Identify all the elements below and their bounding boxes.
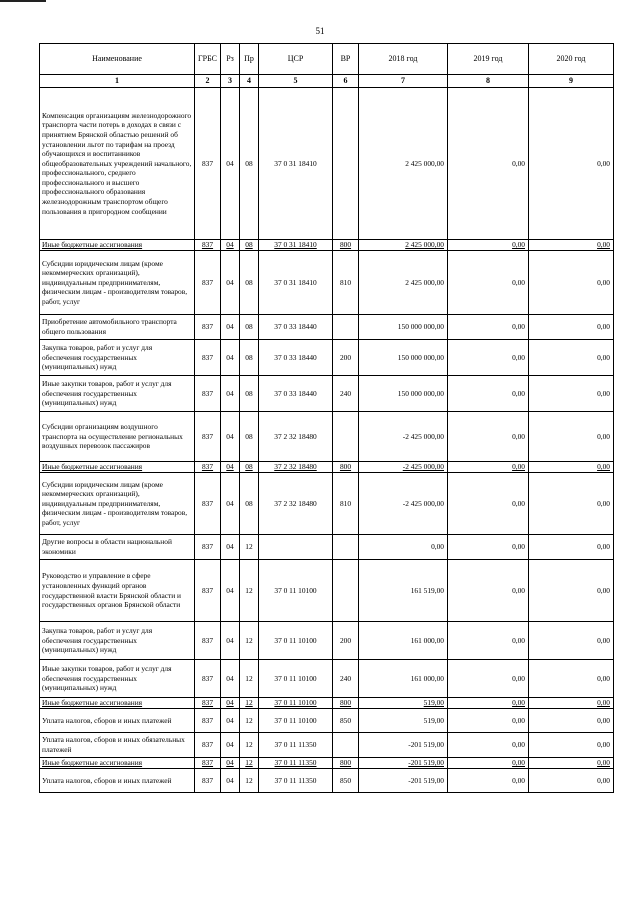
row-grbs: 837 <box>195 251 221 315</box>
row-name: Уплата налогов, сборов и иных платежей <box>40 709 195 733</box>
row-vr: 240 <box>333 376 359 412</box>
row-vr <box>333 315 359 340</box>
row-csr: 37 2 32 18480 <box>259 462 333 473</box>
row-pr: 12 <box>240 698 259 709</box>
row-2020: 0,00 <box>529 660 614 698</box>
row-2020: 0,00 <box>529 769 614 793</box>
row-pr: 12 <box>240 769 259 793</box>
column-index: 7 <box>359 75 448 88</box>
row-grbs: 837 <box>195 535 221 560</box>
row-name: Иные закупки товаров, работ и услуг для обеспечения государственных (муниципальных) нужд <box>40 660 195 698</box>
row-2020: 0,00 <box>529 315 614 340</box>
row-2020: 0,00 <box>529 473 614 535</box>
row-rz: 04 <box>221 535 240 560</box>
column-index: 3 <box>221 75 240 88</box>
row-vr <box>333 88 359 240</box>
row-pr: 08 <box>240 315 259 340</box>
row-grbs: 837 <box>195 315 221 340</box>
row-2019: 0,00 <box>448 240 529 251</box>
row-name: Иные бюджетные ассигнования <box>40 758 195 769</box>
column-index: 6 <box>333 75 359 88</box>
row-grbs: 837 <box>195 462 221 473</box>
column-index: 9 <box>529 75 614 88</box>
row-2018: -201 519,00 <box>359 733 448 758</box>
row-rz: 04 <box>221 709 240 733</box>
row-csr: 37 2 32 18480 <box>259 473 333 535</box>
row-csr: 37 0 11 11350 <box>259 769 333 793</box>
table-row <box>40 622 614 660</box>
row-vr <box>333 560 359 622</box>
page-number: 51 <box>315 26 325 36</box>
column-index: 1 <box>40 75 195 88</box>
row-vr <box>333 535 359 560</box>
row-vr: 850 <box>333 769 359 793</box>
column-index: 2 <box>195 75 221 88</box>
row-2018: 150 000 000,00 <box>359 315 448 340</box>
row-grbs: 837 <box>195 709 221 733</box>
column-index: 5 <box>259 75 333 88</box>
table-row <box>40 560 614 622</box>
table-row <box>40 660 614 698</box>
row-vr: 810 <box>333 473 359 535</box>
row-csr: 37 0 11 10100 <box>259 698 333 709</box>
page-edge-mark <box>0 0 46 2</box>
row-rz: 04 <box>221 758 240 769</box>
row-2018: -2 425 000,00 <box>359 462 448 473</box>
header-2019: 2019 год <box>448 44 529 75</box>
row-2020: 0,00 <box>529 88 614 240</box>
row-2019: 0,00 <box>448 560 529 622</box>
row-2019: 0,00 <box>448 758 529 769</box>
row-csr: 37 0 11 10100 <box>259 622 333 660</box>
row-2018: 519,00 <box>359 698 448 709</box>
row-name: Компенсация организациям железнодорожного транспорта части потерь в доходах в связи с принятием Брянской областью решений об установлении льгот по тарифам на проезд обучающихся и воспитанников общеобразовательных учреждений начального, профессионального, среднего профессионального и высшего профессионального образования железнодорожным транспортом общего пользования в пригородном сообщении <box>40 88 195 240</box>
row-rz: 04 <box>221 412 240 462</box>
row-name: Уплата налогов, сборов и иных обязательных платежей <box>40 733 195 758</box>
header-2018: 2018 год <box>359 44 448 75</box>
row-2018: 150 000 000,00 <box>359 340 448 376</box>
row-pr: 12 <box>240 733 259 758</box>
row-rz: 04 <box>221 560 240 622</box>
row-grbs: 837 <box>195 340 221 376</box>
header-rz: Рз <box>221 44 240 75</box>
row-grbs: 837 <box>195 88 221 240</box>
row-vr: 850 <box>333 709 359 733</box>
row-2020: 0,00 <box>529 412 614 462</box>
row-pr: 12 <box>240 560 259 622</box>
row-2020: 0,00 <box>529 535 614 560</box>
row-2020: 0,00 <box>529 560 614 622</box>
row-pr: 08 <box>240 376 259 412</box>
row-pr: 12 <box>240 758 259 769</box>
column-index: 8 <box>448 75 529 88</box>
row-2018: -2 425 000,00 <box>359 473 448 535</box>
header-name: Наименование <box>40 44 195 75</box>
row-pr: 12 <box>240 660 259 698</box>
row-2019: 0,00 <box>448 251 529 315</box>
row-vr: 810 <box>333 251 359 315</box>
table-row <box>40 758 614 769</box>
row-grbs: 837 <box>195 733 221 758</box>
header-grbs: ГРБС <box>195 44 221 75</box>
row-name: Субсидии юридическим лицам (кроме некоммерческих организаций), индивидуальным предпринимателям, физическим лицам - производителям товаров, работ, услуг <box>40 473 195 535</box>
row-2019: 0,00 <box>448 315 529 340</box>
row-pr: 08 <box>240 473 259 535</box>
row-2020: 0,00 <box>529 376 614 412</box>
row-2018: 2 425 000,00 <box>359 240 448 251</box>
header-pr: Пр <box>240 44 259 75</box>
row-rz: 04 <box>221 340 240 376</box>
row-2018: 2 425 000,00 <box>359 251 448 315</box>
row-2018: 161 519,00 <box>359 560 448 622</box>
row-rz: 04 <box>221 251 240 315</box>
table-row <box>40 340 614 376</box>
table-row <box>40 376 614 412</box>
row-2019: 0,00 <box>448 709 529 733</box>
row-2019: 0,00 <box>448 88 529 240</box>
row-pr: 12 <box>240 535 259 560</box>
row-2020: 0,00 <box>529 340 614 376</box>
header-vr: ВР <box>333 44 359 75</box>
row-pr: 08 <box>240 340 259 376</box>
row-2018: 0,00 <box>359 535 448 560</box>
row-rz: 04 <box>221 315 240 340</box>
table-row <box>40 315 614 340</box>
row-name: Иные бюджетные ассигнования <box>40 462 195 473</box>
row-2020: 0,00 <box>529 240 614 251</box>
row-name: Субсидии организациям воздушного транспорта на осуществление региональных воздушных перевозок пассажиров <box>40 412 195 462</box>
row-name: Иные бюджетные ассигнования <box>40 240 195 251</box>
budget-table <box>39 43 614 793</box>
row-2019: 0,00 <box>448 660 529 698</box>
row-name: Закупка товаров, работ и услуг для обеспечения государственных (муниципальных) нужд <box>40 340 195 376</box>
row-2019: 0,00 <box>448 473 529 535</box>
row-name: Уплата налогов, сборов и иных платежей <box>40 769 195 793</box>
row-rz: 04 <box>221 462 240 473</box>
row-2018: -201 519,00 <box>359 758 448 769</box>
row-grbs: 837 <box>195 473 221 535</box>
row-csr: 37 0 31 18410 <box>259 240 333 251</box>
table-row <box>40 769 614 793</box>
row-grbs: 837 <box>195 560 221 622</box>
row-2018: -2 425 000,00 <box>359 412 448 462</box>
row-csr: 37 0 33 18440 <box>259 340 333 376</box>
row-csr: 37 0 31 18410 <box>259 251 333 315</box>
row-2018: 519,00 <box>359 709 448 733</box>
table-row <box>40 251 614 315</box>
row-grbs: 837 <box>195 758 221 769</box>
row-2019: 0,00 <box>448 535 529 560</box>
row-2019: 0,00 <box>448 769 529 793</box>
row-rz: 04 <box>221 733 240 758</box>
row-name: Субсидии юридическим лицам (кроме некоммерческих организаций), индивидуальным предпринимателям, физическим лицам - производителям товаров, работ, услуг <box>40 251 195 315</box>
table-row <box>40 412 614 462</box>
row-2019: 0,00 <box>448 462 529 473</box>
column-index-row <box>40 75 614 88</box>
row-2019: 0,00 <box>448 340 529 376</box>
row-rz: 04 <box>221 88 240 240</box>
row-2020: 0,00 <box>529 251 614 315</box>
row-csr: 37 0 11 11350 <box>259 758 333 769</box>
row-grbs: 837 <box>195 240 221 251</box>
row-2019: 0,00 <box>448 698 529 709</box>
row-csr: 37 0 11 10100 <box>259 709 333 733</box>
row-pr: 12 <box>240 709 259 733</box>
row-csr: 37 0 11 10100 <box>259 660 333 698</box>
row-2020: 0,00 <box>529 462 614 473</box>
row-pr: 08 <box>240 88 259 240</box>
row-2019: 0,00 <box>448 622 529 660</box>
row-vr <box>333 733 359 758</box>
table-row <box>40 473 614 535</box>
row-csr: 37 2 32 18480 <box>259 412 333 462</box>
row-grbs: 837 <box>195 622 221 660</box>
row-rz: 04 <box>221 473 240 535</box>
header-2020: 2020 год <box>529 44 614 75</box>
row-pr: 12 <box>240 622 259 660</box>
row-name: Приобретение автомобильного транспорта общего пользования <box>40 315 195 340</box>
row-csr: 37 0 33 18440 <box>259 315 333 340</box>
row-2020: 0,00 <box>529 733 614 758</box>
header-row <box>40 44 614 75</box>
row-grbs: 837 <box>195 660 221 698</box>
table-row <box>40 240 614 251</box>
row-rz: 04 <box>221 769 240 793</box>
row-name: Руководство и управление в сфере установленных функций органов государственной власти Брянской области и государственных органов Брянской области <box>40 560 195 622</box>
table-row <box>40 709 614 733</box>
row-2018: -201 519,00 <box>359 769 448 793</box>
row-name: Закупка товаров, работ и услуг для обеспечения государственных (муниципальных) нужд <box>40 622 195 660</box>
row-grbs: 837 <box>195 376 221 412</box>
row-name: Другие вопросы в области национальной экономики <box>40 535 195 560</box>
row-2020: 0,00 <box>529 698 614 709</box>
row-grbs: 837 <box>195 412 221 462</box>
row-rz: 04 <box>221 660 240 698</box>
row-2019: 0,00 <box>448 412 529 462</box>
row-2018: 161 000,00 <box>359 622 448 660</box>
row-grbs: 837 <box>195 698 221 709</box>
row-2019: 0,00 <box>448 733 529 758</box>
row-vr: 200 <box>333 340 359 376</box>
table-row <box>40 462 614 473</box>
row-csr: 37 0 11 10100 <box>259 560 333 622</box>
row-pr: 08 <box>240 240 259 251</box>
row-2018: 161 000,00 <box>359 660 448 698</box>
row-vr: 800 <box>333 758 359 769</box>
row-rz: 04 <box>221 376 240 412</box>
row-2020: 0,00 <box>529 758 614 769</box>
header-csr: ЦСР <box>259 44 333 75</box>
table-row <box>40 535 614 560</box>
row-name: Иные бюджетные ассигнования <box>40 698 195 709</box>
row-name: Иные закупки товаров, работ и услуг для обеспечения государственных (муниципальных) нужд <box>40 376 195 412</box>
row-vr: 800 <box>333 698 359 709</box>
row-csr: 37 0 31 18410 <box>259 88 333 240</box>
row-vr: 200 <box>333 622 359 660</box>
column-index: 4 <box>240 75 259 88</box>
row-pr: 08 <box>240 462 259 473</box>
row-vr <box>333 412 359 462</box>
row-vr: 800 <box>333 240 359 251</box>
row-pr: 08 <box>240 251 259 315</box>
row-2018: 150 000 000,00 <box>359 376 448 412</box>
table-row <box>40 698 614 709</box>
row-csr: 37 0 33 18440 <box>259 376 333 412</box>
table-row <box>40 733 614 758</box>
row-csr: 37 0 11 11350 <box>259 733 333 758</box>
row-2020: 0,00 <box>529 709 614 733</box>
row-pr: 08 <box>240 412 259 462</box>
row-rz: 04 <box>221 622 240 660</box>
row-vr: 800 <box>333 462 359 473</box>
row-2019: 0,00 <box>448 376 529 412</box>
row-2020: 0,00 <box>529 622 614 660</box>
row-rz: 04 <box>221 240 240 251</box>
table-row <box>40 88 614 240</box>
row-vr: 240 <box>333 660 359 698</box>
row-grbs: 837 <box>195 769 221 793</box>
row-csr <box>259 535 333 560</box>
row-rz: 04 <box>221 698 240 709</box>
row-2018: 2 425 000,00 <box>359 88 448 240</box>
